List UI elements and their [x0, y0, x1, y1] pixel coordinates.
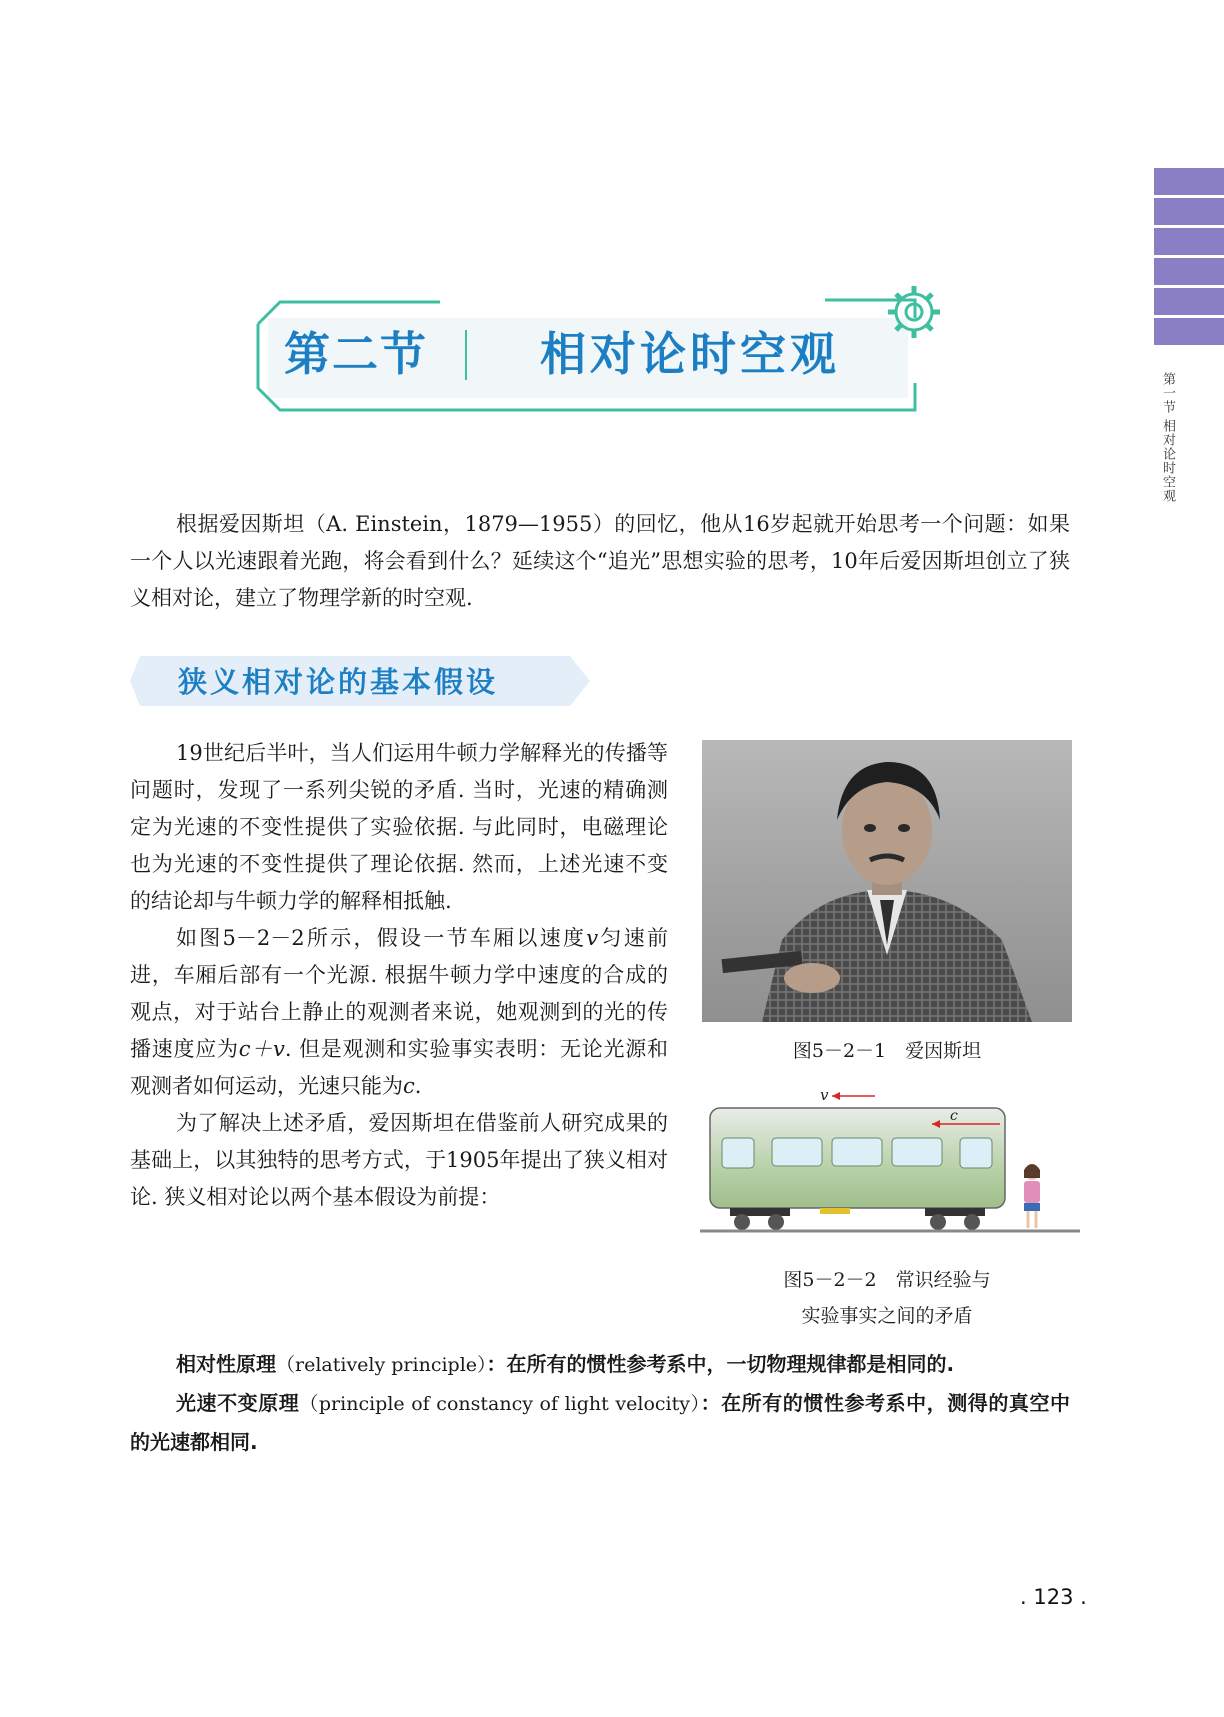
light-speed-label: c: [950, 1108, 958, 1124]
page-number: . 123 .: [1020, 1585, 1087, 1609]
chapter-tab: [1154, 168, 1224, 198]
paragraph: 如图5－2－2所示，假设一节车厢以速度v匀速前进，车厢后部有一个光源. 根据牛顿力学中速度的合成的观点，对于站台上静止的观测者来说，她观测到的光的传播速度应为c＋v. 但是观测和实验事实表明：无论光源和观测者如何运动，光速只能为c.: [130, 926, 669, 1098]
subheading: 狭义相对论的基本假设: [178, 665, 499, 699]
chapter-tab: [1154, 288, 1224, 318]
chapter-tab: [1154, 228, 1224, 258]
figure-caption-line: 图5－2－2 常识经验与: [783, 1269, 991, 1291]
figure-caption: 图5－2－1 爱因斯坦: [792, 1040, 982, 1062]
side-section-label: 第一节 相对论时空观: [1160, 372, 1175, 504]
chapter-tab: [1154, 258, 1224, 288]
paragraph: 为了解决上述矛盾，爱因斯坦在借鉴前人研究成果的基础上，以其独特的思考方式，于1905年提出了狭义相对论. 狭义相对论以两个基本假设为前提：: [130, 1111, 668, 1209]
left-column: [130, 735, 668, 1216]
principle-light-speed: 光速不变原理（principle of constancy of light velocity）：在所有的惯性参考系中，测得的真空中的光速都相同.: [130, 1391, 1071, 1454]
velocity-label: v: [820, 1086, 829, 1104]
paragraph: 19世纪后半叶，当人们运用牛顿力学解释光的传播等问题时，发现了一系列尖锐的矛盾. 当时，光速的精确测定为光速的不变性提供了实验依据. 与此同时，电磁理论也为光速的不变性提供了理论依据. 然而，上述光速不变的结论却与牛顿力学的解释相抵触.: [130, 741, 668, 913]
chapter-tabs: [1154, 168, 1224, 354]
section-title: 相对论时空观: [540, 327, 840, 381]
train-figure: [700, 1080, 1080, 1240]
figure-caption-line: 实验事实之间的矛盾: [801, 1305, 973, 1327]
einstein-photo: [702, 740, 1072, 1022]
principles: [130, 1345, 1070, 1461]
principle-relativity: 相对性原理（relatively principle）：在所有的惯性参考系中，一切物理规律都是相同的.: [176, 1352, 955, 1376]
observer-girl: [1024, 1164, 1040, 1228]
section-number: 第二节: [284, 327, 428, 381]
intro-paragraph: 根据爱因斯坦（A. Einstein，1879—1955）的回忆，他从16岁起就开始思考一个问题：如果一个人以光速跟着光跑，将会看到什么？延续这个“追光”思想实验的思考，10年后爱因斯坦创立了狭义相对论，建立了物理学新的时空观.: [130, 512, 1070, 610]
chapter-tab: [1154, 198, 1224, 228]
chapter-tab: [1154, 318, 1224, 348]
figure-caption: [702, 1262, 1072, 1334]
